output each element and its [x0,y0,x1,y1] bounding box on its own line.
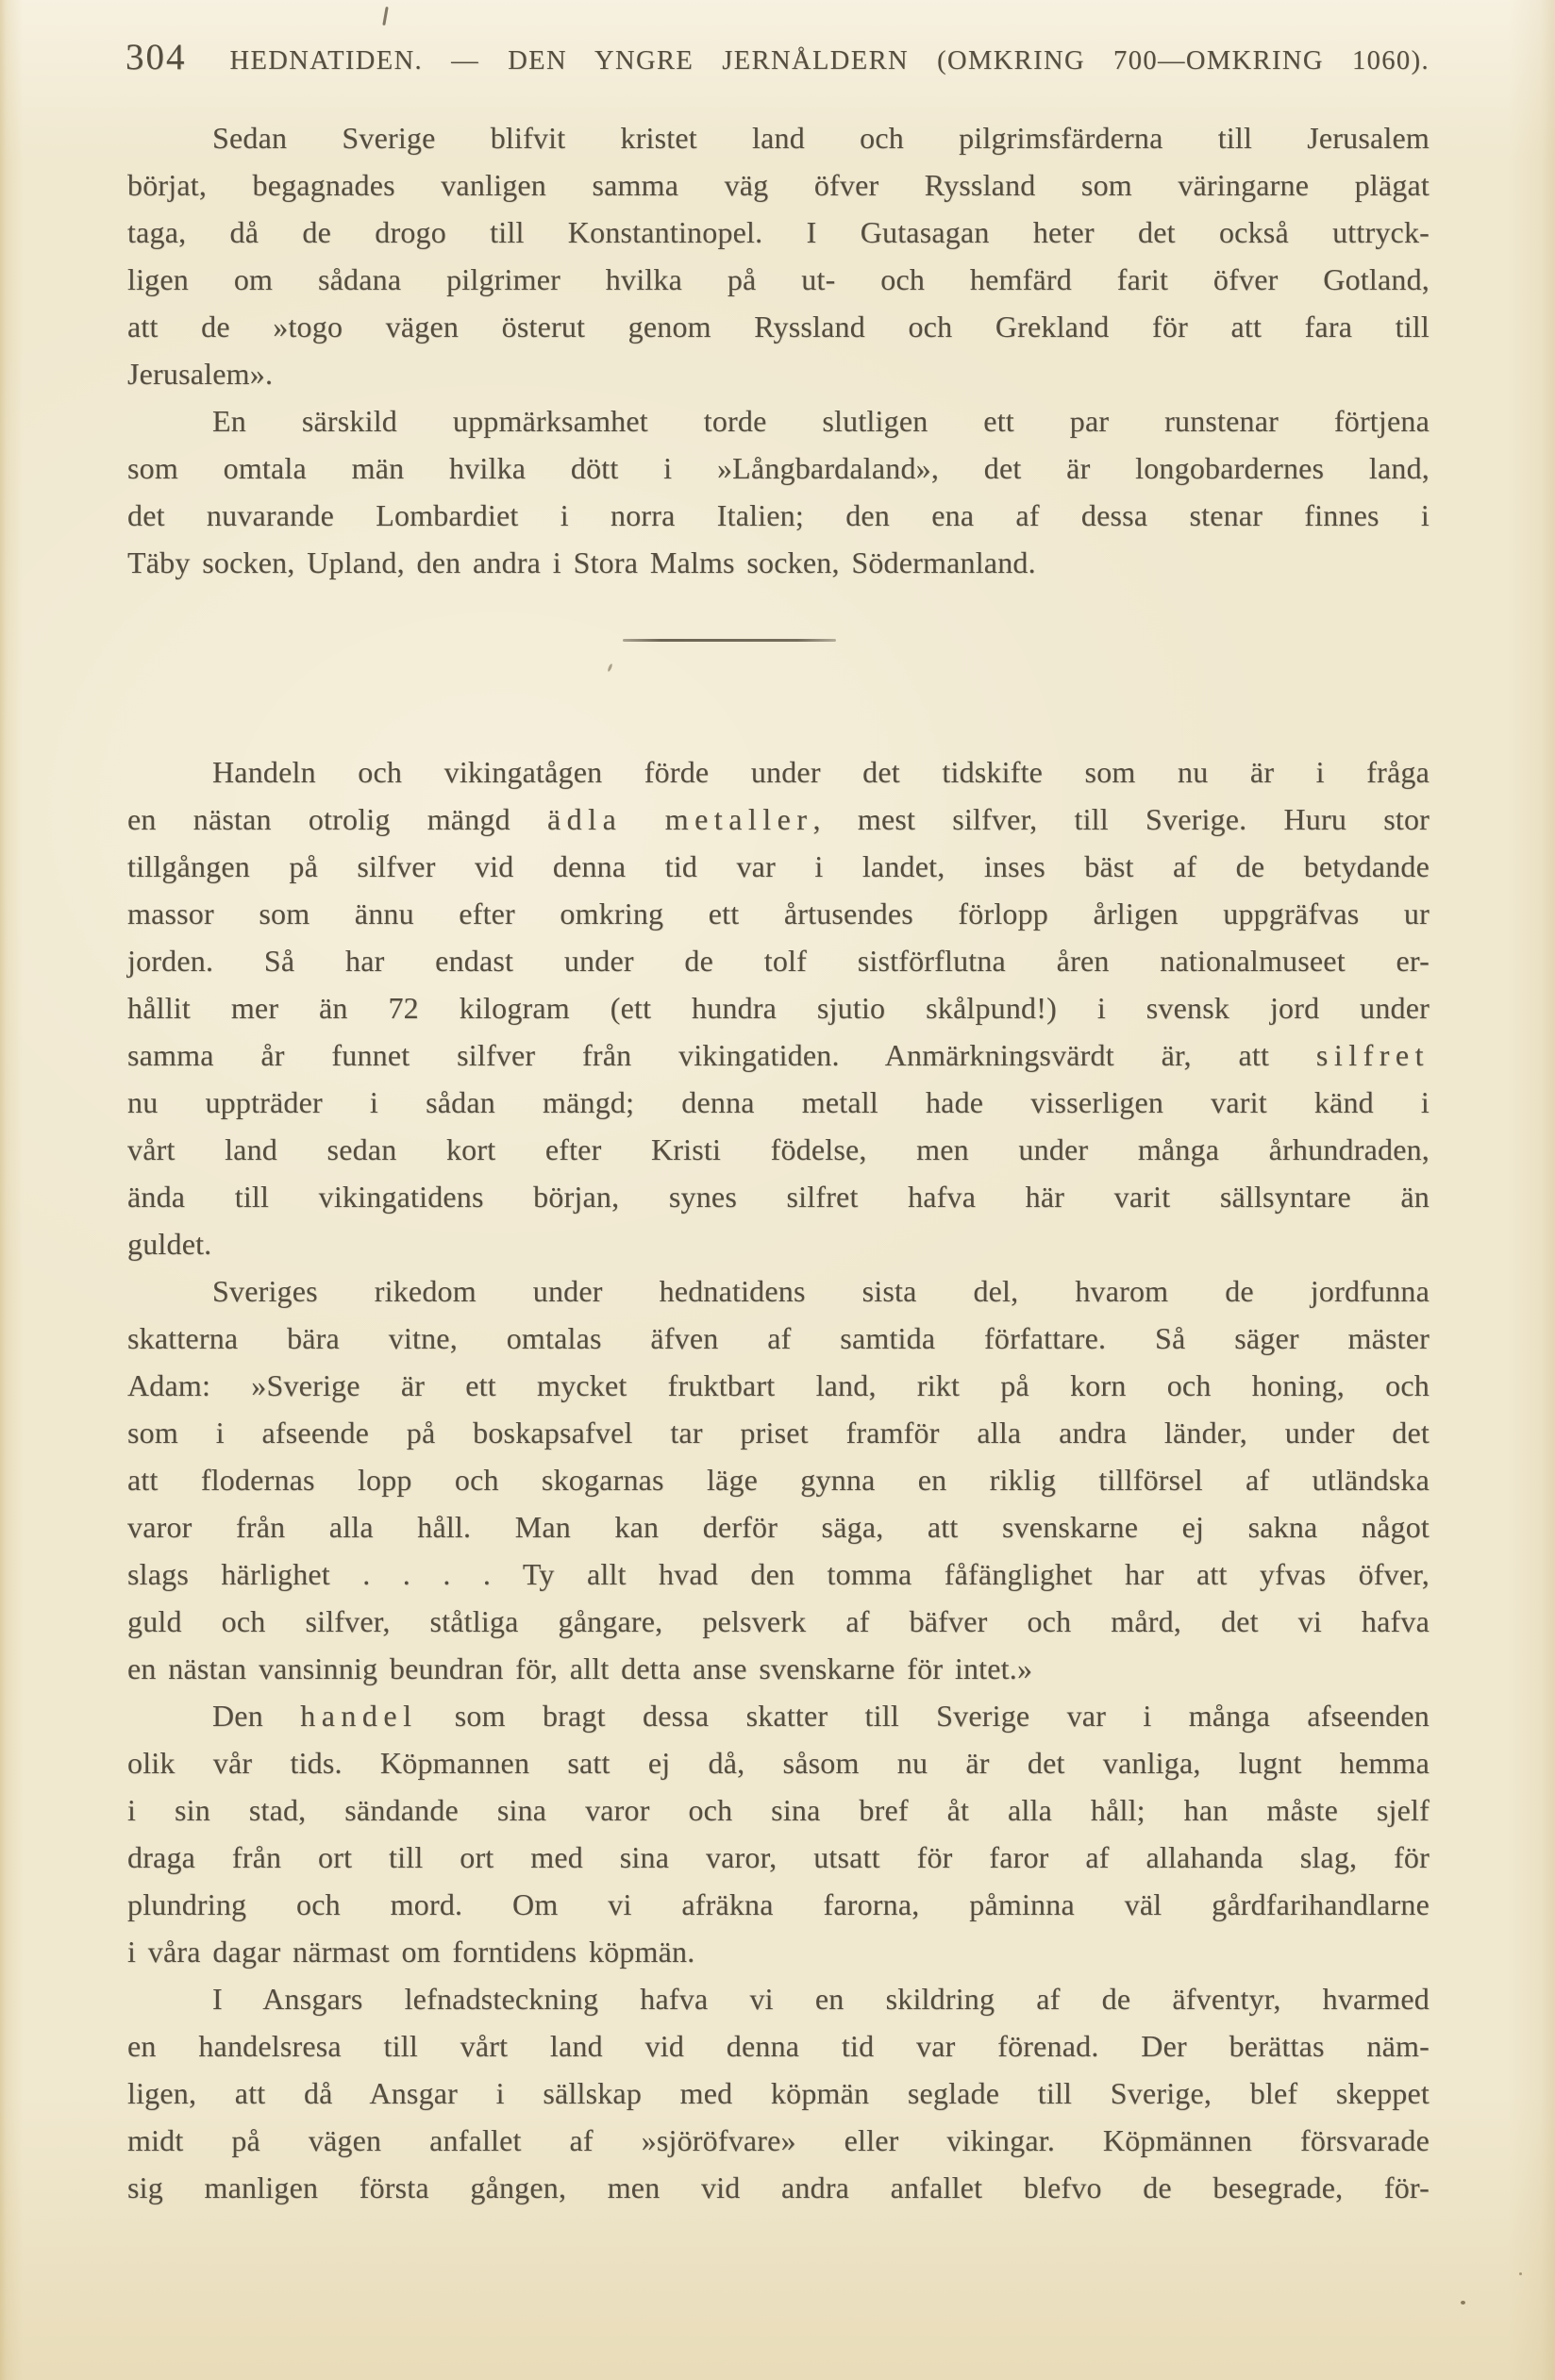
paragraph [127,397,1430,586]
text-line [127,2022,1430,2070]
text-line [127,397,1430,444]
text-run: ligen, att då Ansgar i sällskap med köpmän seglade till Sverige, blef skeppet [127,2076,1430,2110]
text-run: Sedan Sverige blifvit kristet land och pilgrimsfärderna till Jerusalem [212,121,1430,155]
text-run: Sveriges rikedom under hednatidens sista del, hvarom de jordfunna [212,1274,1430,1308]
text-run: en nästan otrolig mängd [127,802,547,836]
text-run: I Ansgars lefnadsteckning hafva vi en skildring af de äfventyr, hvarmed [212,1982,1430,2016]
text-run: vårt land sedan kort efter Kristi födelse, men under många århundraden, [127,1132,1430,1166]
text-line [127,1975,1430,2022]
emphasized-text: silfret [1315,1038,1430,1072]
text-run: att flodernas lopp och skogarnas läge gynna en riklig tillförsel af utländska [127,1463,1430,1497]
text-run: taga, då de drogo till Konstantinopel. I Gutasagan heter det också uttryck- [127,215,1430,249]
text-run: Handeln och vikingatågen förde under det tidskifte som nu är i fråga [212,755,1430,789]
text-line [127,303,1430,350]
text-line [127,1786,1430,1834]
text-run: som omtala män hvilka dött i »Långbardaland», det är longobardernes land, [127,451,1430,485]
paragraph [127,1267,1430,1692]
text-line [127,843,1430,890]
text-line [127,1173,1430,1220]
text-line [127,256,1430,303]
paragraph [127,1975,1430,2211]
text-line [127,1031,1430,1079]
text-line [127,1881,1430,1928]
text-line [127,1692,1430,1739]
text-run: guld och silfver, ståtliga gångare, pelsverk af bäfver och mård, det vi hafva [127,1604,1430,1638]
text-line [127,350,1430,397]
text-line [127,1267,1430,1315]
text-run: massor som ännu efter omkring ett årtusendes förlopp årligen uppgräfvas ur [127,897,1430,930]
text-run: varor från alla håll. Man kan derför säga, att svenskarne ej sakna något [127,1510,1430,1544]
emphasized-text: handel [300,1699,418,1733]
text-run: slags härlighet . . . . Ty allt hvad den tomma fåfänglighet har att yfvas öfver, [127,1557,1430,1591]
page-section [127,748,1430,2211]
text-line [127,539,1430,586]
text-run: som bragt dessa skatter till Sverige var i många afseenden [417,1699,1430,1733]
text-line [127,890,1430,937]
text-run: Adam: »Sverige är ett mycket fruktbart land, rikt på korn och honing, och [127,1368,1430,1402]
page-number: 304 [125,37,187,77]
text-run: i sin stad, sändande sina varor och sina bref åt alla håll; han måste sjelf [127,1793,1430,1827]
text-line [127,984,1430,1031]
text-line [127,1220,1430,1267]
text-line [127,209,1430,256]
text-line [127,2070,1430,2117]
text-run: Täby socken, Upland, den andra i Stora Malms socken, Södermanland. [127,545,1036,579]
text-run: draga från ort till ort med sina varor, utsatt för faror af allahanda slag, för [127,1840,1430,1874]
text-run: ligen om sådana pilgrimer hvilka på ut- och hemfärd farit öfver Gotland, [127,262,1430,296]
text-line [127,1550,1430,1598]
section-divider [623,639,836,642]
text-run: En särskild uppmärksamhet torde slutligen ett par runstenar förtjena [212,404,1430,438]
paper-speck [1461,2301,1465,2305]
running-header [125,36,1430,78]
text-line [127,1739,1430,1786]
emphasized-text: ädla metaller [546,802,813,836]
text-line [127,937,1430,984]
text-run: skatterna bära vitne, omtalas äfven af samtida författare. Så säger mäster [127,1321,1430,1355]
text-line [127,1598,1430,1645]
text-run: guldet. [127,1227,212,1261]
text-line [127,1456,1430,1503]
page-section [127,114,1430,586]
text-run: Jerusalem». [127,357,274,391]
paragraph [127,1692,1430,1975]
text-run: nu uppträder i sådan mängd; denna metall hade visserligen varit känd i [127,1085,1430,1119]
text-run: en nästan vansinnig beundran för, allt detta anse svenskarne för intet.» [127,1651,1033,1685]
text-line [127,1079,1430,1126]
text-run: midt på vägen anfallet af »sjöröfvare» eller vikingar. Köpmännen försvarade [127,2123,1430,2157]
paragraph [127,748,1430,1267]
text-line [127,796,1430,843]
text-line [127,2164,1430,2211]
text-run: sig manligen första gången, men vid andra anfallet blefvo de besegrade, för- [127,2170,1430,2204]
text-run: Den [212,1699,301,1733]
text-run: plundring och mord. Om vi afräkna farorna, påminna väl gårdfarihandlarne [127,1887,1430,1921]
text-run: tillgången på silfver vid denna tid var i landet, inses bäst af de betydande [127,849,1430,883]
text-run: samma år funnet silfver från vikingatiden. Anmärkningsvärdt är, att [127,1038,1316,1072]
text-run: hållit mer än 72 kilogram (ett hundra sjutio skålpund!) i svensk jord under [127,991,1430,1025]
text-line [127,1362,1430,1409]
section-divider-block [127,586,1430,748]
text-run: , mest silfver, till Sverige. Huru stor [812,802,1430,836]
text-run: ända till vikingatidens början, synes silfret hafva här varit sällsyntare än [127,1180,1430,1214]
text-line [127,114,1430,161]
text-line [127,2117,1430,2164]
text-run: en handelsresa till vårt land vid denna tid var förenad. Der berättas näm- [127,2029,1430,2063]
text-line [127,748,1430,796]
text-column [127,114,1430,2211]
text-line [127,1409,1430,1456]
text-run: jorden. Så har endast under de tolf sistförflutna åren nationalmuseet er- [127,944,1430,978]
text-line [127,1834,1430,1881]
paragraph [127,114,1430,397]
text-run: det nuvarande Lombardiet i norra Italien; den ena af dessa stenar finnes i [127,498,1430,532]
text-line [127,1315,1430,1362]
text-line [127,1503,1430,1550]
text-line [127,1126,1430,1173]
text-run: i våra dagar närmast om forntidens köpmän. [127,1935,695,1969]
text-line [127,161,1430,209]
paper-speck [1519,2272,1522,2275]
text-line [127,492,1430,539]
text-run: som i afseende på boskapsafvel tar priset framför alla andra länder, under det [127,1416,1430,1450]
text-line [127,1928,1430,1975]
text-run: att de »togo vägen österut genom Ryssland och Grekland för att fara till [127,310,1430,344]
paper-mark [382,7,388,25]
text-line [127,1645,1430,1692]
text-run: olik vår tids. Köpmannen satt ej då, såsom nu är det vanliga, lugnt hemma [127,1746,1430,1780]
running-header-title: HEDNATIDEN. — DEN YNGRE JERNÅLDERN (OMKRING 700—OMKRING 1060). [229,46,1430,75]
text-run: börjat, begagnades vanligen samma väg öfver Ryssland som väringarne plägat [127,168,1430,202]
text-line [127,444,1430,492]
